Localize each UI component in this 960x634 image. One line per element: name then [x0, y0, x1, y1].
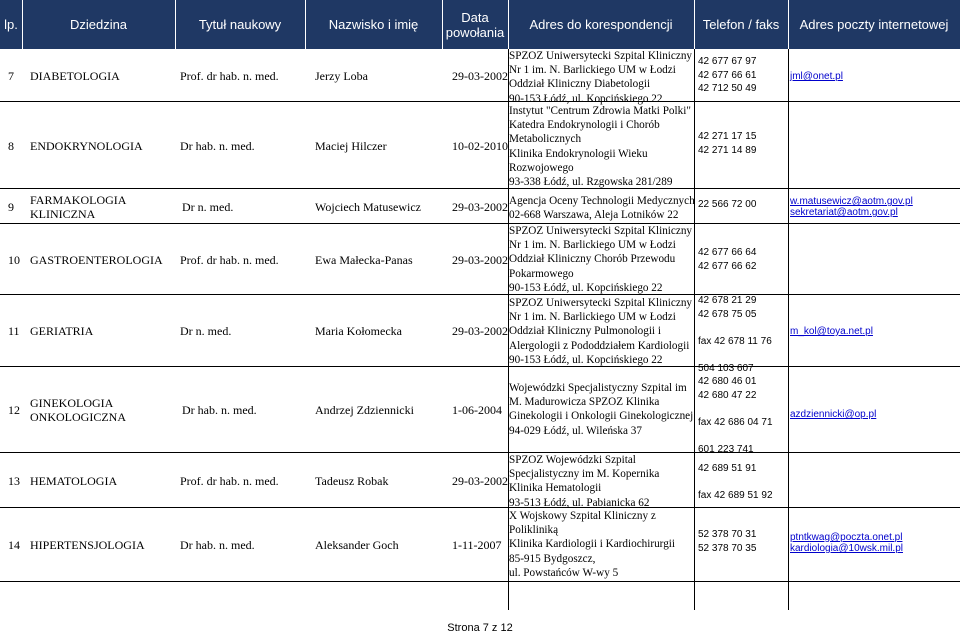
address-line: Alergologii z Pododdziałem Kardiologii [509, 339, 690, 352]
phone-line: fax 42 689 51 92 [698, 490, 773, 501]
header-divider [175, 0, 176, 49]
field-dziedzina-cell [30, 453, 175, 508]
field-dziedzina-cell [30, 367, 175, 453]
field-dziedzina [30, 538, 145, 552]
field-dziedzina [30, 474, 117, 488]
field-data-cell [452, 453, 508, 508]
field-data-cell [452, 367, 508, 453]
field-dziedzina-cell [30, 189, 175, 224]
row-number: 8 [8, 138, 14, 153]
field-nazwisko-cell [315, 295, 442, 367]
row-number-cell [8, 508, 22, 582]
address-line: Rozwojowego [509, 161, 574, 174]
phone-line: 42 712 50 49 [698, 83, 757, 94]
field-data: 29-03-2002 [452, 252, 508, 267]
row-number: 12 [8, 403, 20, 417]
field-data-cell [452, 49, 508, 102]
header-divider [442, 0, 443, 49]
field-dziedzina [30, 193, 126, 221]
phone-line: 42 678 75 05 [698, 308, 757, 320]
address-line: 90-153 Łódź, ul. Kopcińskiego 22 [509, 281, 663, 294]
table-row [0, 295, 960, 374]
address-line: X Wojskowy Szpital Kliniczny z [509, 510, 656, 522]
header-adres: Adres do korespondencji [529, 17, 673, 32]
phone-line: 22 566 72 00 [698, 199, 757, 210]
field-dziedzina-cell [30, 295, 175, 367]
address-line: Klinika Hematologii [509, 482, 602, 495]
address-line: SPZOZ Wojewódzki Szpital [509, 454, 636, 466]
address-line: 94-029 Łódź, ul. Wileńska 37 [509, 424, 642, 437]
field-tytul-cell [182, 189, 307, 224]
field-dziedzina-cell [30, 224, 175, 295]
row-number-cell [8, 224, 22, 295]
header-lp: lp. [4, 17, 18, 32]
dziedzina-line: ONKOLOGICZNA [30, 410, 126, 424]
address-line: Metabolicznych [509, 133, 582, 146]
email-link[interactable]: m_kol@toya.net.pl [790, 326, 873, 337]
field-data: 1-06-2004 [452, 403, 502, 417]
phone-line: 52 378 70 35 [698, 542, 757, 554]
field-nazwisko-cell [315, 508, 442, 582]
field-data-cell [452, 295, 508, 367]
header-divider [305, 0, 306, 49]
header-data-line1: Data [461, 9, 489, 25]
field-tytul-cell [180, 102, 305, 189]
address-line: 85-915 Bydgoszcz, [509, 552, 596, 565]
address-line: Polikliniką [509, 524, 559, 537]
field-dziedzina [30, 139, 143, 153]
phone-line: 42 271 17 15 [698, 131, 757, 142]
field-dziedzina-cell [30, 49, 175, 102]
field-tytul: Dr hab. n. med. [180, 538, 255, 552]
header-nazwisko: Nazwisko i imię [328, 17, 419, 32]
field-dziedzina [30, 69, 120, 83]
address-line: 90-153 Łódź, ul. Kopcińskiego 22 [509, 92, 663, 105]
address-line: Instytut "Centrum Zdrowia Matki Polki" [509, 105, 691, 117]
row-number: 7 [8, 68, 14, 83]
address-line: Nr 1 im. N. Barlickiego UM w Łodzi [509, 239, 676, 252]
address-line: ul. Powstańców W-wy 5 [509, 566, 619, 579]
table-row [0, 508, 960, 582]
address-line: SPZOZ Uniwersytecki Szpital Kliniczny [509, 50, 693, 62]
address-line: 93-338 Łódź, ul. Rzgowska 281/289 [509, 176, 673, 188]
header-divider [508, 0, 509, 49]
phone-line: 42 271 14 89 [698, 144, 757, 156]
dziedzina-line: GASTROENTEROLOGIA [30, 252, 163, 267]
phone-line: 42 677 66 64 [698, 247, 757, 258]
row-number: 9 [8, 199, 14, 214]
address-line: Klinika Kardiologii i Kardiochirurgii [509, 538, 676, 551]
field-dziedzina [30, 253, 163, 267]
row-number: 14 [8, 538, 20, 552]
field-dziedzina-cell [30, 102, 175, 189]
field-tytul: Dr n. med. [182, 199, 234, 214]
email-link[interactable]: jml@onet.pl [790, 71, 843, 82]
field-dziedzina [30, 324, 93, 338]
row-number-cell [8, 49, 22, 102]
row-number-cell [8, 189, 22, 224]
phone-line: 42 680 46 01 [698, 376, 757, 387]
field-data: 29-03-2002 [452, 473, 508, 488]
table-row [0, 189, 960, 224]
address-line: Klinika Endokrynologii Wieku [509, 147, 648, 160]
address-line: Specjalistyczny im M. Kopernika [509, 468, 660, 481]
field-nazwisko-cell [315, 367, 442, 453]
dziedzina-line: KLINICZNA [30, 206, 96, 221]
field-data: 29-03-2002 [452, 324, 508, 338]
field-data: 29-03-2002 [452, 199, 508, 214]
phone-line: 504 103 607 [698, 362, 754, 374]
field-dziedzina-cell [30, 508, 175, 582]
address-line: SPZOZ Uniwersytecki Szpital Kliniczny [509, 225, 693, 237]
phone-line: fax 42 686 04 71 [698, 416, 773, 428]
phone-line: 42 678 21 29 [698, 295, 757, 306]
address-line: Agencja Oceny Technologii Medycznych [509, 195, 695, 207]
dziedzina-line: ENDOKRYNOLOGIA [30, 138, 143, 153]
header-divider [22, 0, 23, 49]
email-link[interactable]: sekretariat@aotm.gov.pl [790, 207, 898, 218]
email-link[interactable]: azdziennicki@op.pl [790, 409, 877, 420]
phone-line: 42 677 67 97 [698, 56, 757, 67]
dziedzina-line: DIABETOLOGIA [30, 68, 120, 83]
field-dziedzina [30, 396, 126, 424]
phone-line: fax 42 678 11 76 [698, 335, 772, 347]
address-line: Nr 1 im. N. Barlickiego UM w Łodzi [509, 64, 676, 77]
phone-line: 42 677 66 62 [698, 260, 757, 272]
address-line: Nr 1 im. N. Barlickiego UM w Łodzi [509, 311, 676, 324]
field-tytul-cell [182, 367, 307, 453]
table-header [0, 0, 960, 49]
header-divider [694, 0, 695, 49]
email-link[interactable]: ptntkwag@poczta.onet.pl [790, 532, 903, 543]
row-number-cell [8, 453, 22, 508]
field-data-cell [452, 508, 508, 582]
dziedzina-line: GERIATRIA [30, 324, 94, 338]
field-nazwisko: Ewa Małecka-Panas [315, 252, 413, 267]
field-data-cell [452, 102, 508, 189]
field-tytul-cell [180, 453, 305, 508]
phone-line: 42 689 51 91 [698, 463, 757, 474]
header-dziedzina: Dziedzina [69, 17, 128, 32]
address-line: 02-668 Warszawa, Aleja Lotników 22 [509, 209, 679, 222]
field-nazwisko: Wojciech Matusewicz [315, 199, 421, 214]
table-row [0, 224, 960, 295]
field-nazwisko-cell [315, 49, 442, 102]
phone-line: 42 677 66 61 [698, 69, 757, 81]
field-tytul: Dr n. med. [180, 324, 232, 338]
address-line: Oddział Kliniczny Diabetologii [509, 78, 651, 91]
address-line: Ginekologii i Onkologii Ginekologicznej [509, 410, 694, 423]
field-tytul-cell [180, 224, 305, 295]
address-line: Wojewódzki Specjalistyczny Szpital im [509, 382, 687, 394]
table-row [0, 102, 960, 189]
dziedzina-line: HIPERTENSJOLOGIA [30, 538, 145, 552]
field-tytul-cell [180, 508, 305, 582]
row-number-cell [8, 102, 22, 189]
address-line: Oddział Kliniczny Chorób Przewodu [509, 253, 676, 266]
field-nazwisko: Andrzej Zdziennicki [315, 403, 414, 417]
phone-line: 601 223 741 [698, 443, 754, 455]
phone-line: 52 378 70 31 [698, 529, 757, 540]
field-tytul: Prof. dr hab. n. med. [180, 252, 279, 267]
field-tytul: Prof. dr hab. n. med. [180, 473, 279, 488]
field-nazwisko-cell [315, 453, 442, 508]
header-divider [788, 0, 789, 49]
field-data: 1-11-2007 [452, 538, 502, 552]
field-tytul: Dr hab. n. med. [180, 138, 255, 153]
header-email: Adres poczty internetowej [799, 17, 949, 32]
table-row [0, 367, 960, 453]
field-nazwisko-cell [315, 189, 442, 224]
address-line: Pokarmowego [509, 267, 574, 280]
field-data: 29-03-2002 [452, 68, 508, 83]
field-data-cell [452, 189, 508, 224]
header-tytul: Tytuł naukowy [198, 17, 282, 32]
page-footer: Strona 7 z 12 [447, 622, 513, 634]
header-data [442, 0, 508, 49]
table-row [0, 453, 960, 508]
dziedzina-line: FARMAKOLOGIA [30, 192, 127, 207]
field-nazwisko: Maciej Hilczer [315, 138, 387, 153]
email-link[interactable]: kardiologia@10wsk.mil.pl [790, 543, 903, 554]
field-nazwisko-cell [315, 224, 442, 295]
phone-line: 42 680 47 22 [698, 389, 757, 401]
field-tytul: Dr hab. n. med. [182, 403, 257, 417]
row-number: 13 [8, 473, 20, 488]
row-number-cell [8, 367, 22, 453]
address-line: 90-153 Łódź, ul. Kopcińskiego 22 [509, 353, 663, 366]
row-number: 11 [8, 324, 20, 338]
email-link[interactable]: w.matusewicz@aotm.gov.pl [790, 196, 913, 207]
field-nazwisko: Tadeusz Robak [315, 473, 389, 488]
header-data-line2: powołania [445, 24, 505, 40]
field-nazwisko: Aleksander Goch [315, 538, 399, 552]
address-line: 93-513 Łódź, ul. Pabianicka 62 [509, 496, 650, 509]
field-nazwisko-cell [315, 102, 442, 189]
header-telefon: Telefon / faks [702, 17, 780, 32]
address-line: SPZOZ Uniwersytecki Szpital Kliniczny [509, 297, 693, 309]
dziedzina-line: GINEKOLOGIA [30, 396, 114, 410]
row-number-cell [8, 295, 22, 367]
table-row [0, 49, 960, 105]
dziedzina-line: HEMATOLOGIA [30, 473, 118, 488]
address-line: M. Madurowicza SPZOZ Klinika [509, 396, 660, 409]
field-data: 10-02-2010 [452, 138, 508, 153]
address-line: Oddział Kliniczny Pulmonologii i [509, 325, 661, 338]
field-nazwisko: Jerzy Loba [315, 68, 368, 83]
address-line: Katedra Endokrynologii i Chorób [509, 119, 660, 132]
row-number: 10 [8, 252, 20, 267]
field-data-cell [452, 224, 508, 295]
field-tytul-cell [180, 49, 305, 102]
field-tytul-cell [180, 295, 305, 367]
field-nazwisko: Maria Kołomecka [315, 324, 402, 338]
field-tytul: Prof. dr hab. n. med. [180, 68, 279, 83]
